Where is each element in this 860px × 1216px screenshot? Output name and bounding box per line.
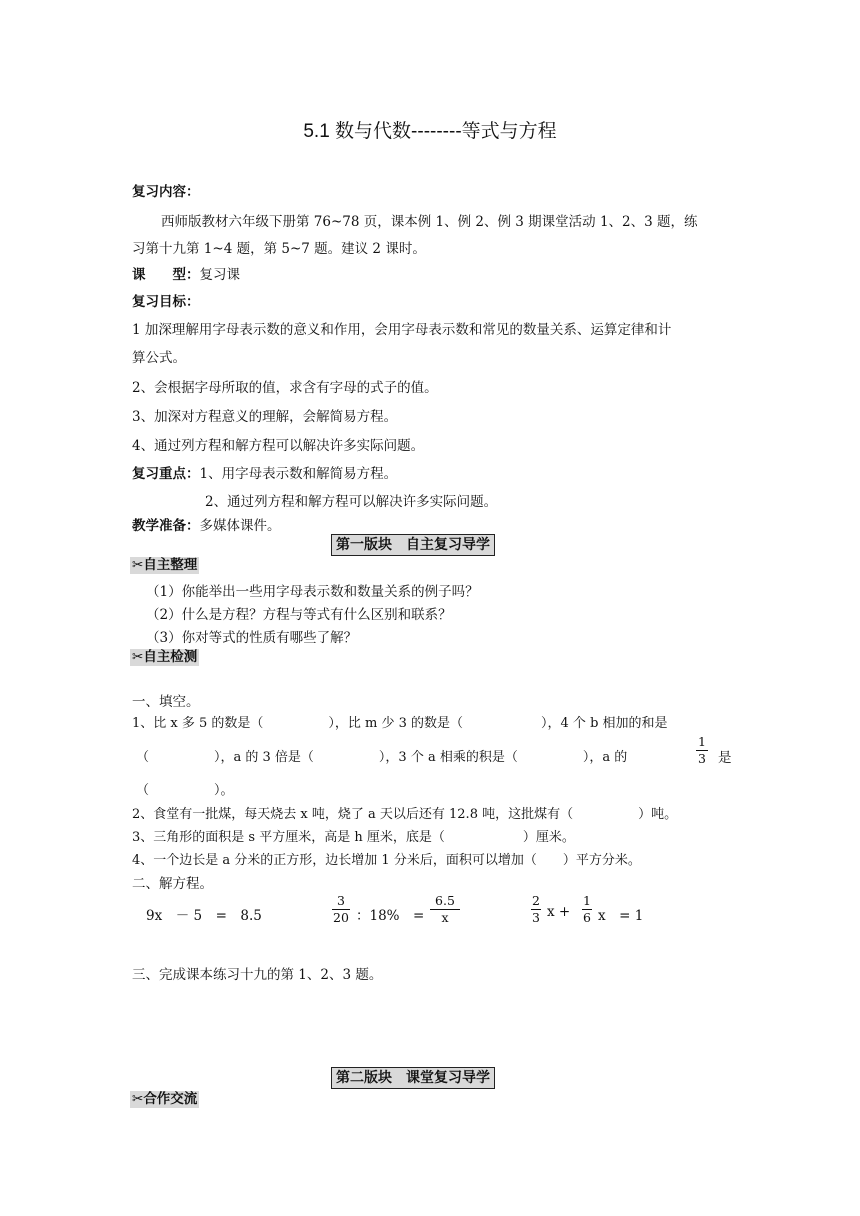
focus xyxy=(132,462,397,482)
fraction-one-third xyxy=(696,734,708,767)
q1-line-1: 1、比 x 多 5 的数是（ ），比 m 少 3 的数是（ ），4 个 b 相加的和是 xyxy=(132,716,668,731)
goal-item: 1 加深理解用字母表示数的意义和作用，会用字母表示数和常见的数量关系、运算定律和计 xyxy=(132,322,672,338)
coop-heading xyxy=(130,1091,199,1108)
q3: 3、三角形的面积是 s 平方厘米，高是 h 厘米，底是（ ）厘米。 xyxy=(132,830,575,845)
self-org-question: （3）你对等式的性质有哪些了解？ xyxy=(146,630,358,646)
goal-item: 算公式。 xyxy=(132,350,186,366)
equation-3-fraction-2 xyxy=(582,893,592,926)
fraction-denominator: 20 xyxy=(333,910,349,925)
content-line-1: 西师版教材六年级下册第 76~78 页，课本例 1、例 2、例 3 期课堂活动 1、2、3 题，练 xyxy=(161,214,698,230)
equation-3-end: x = 1 xyxy=(598,908,644,924)
scissors-icon: ✂ xyxy=(132,649,144,665)
lesson-type xyxy=(132,263,240,283)
self-test-heading-text: 自主检测 xyxy=(143,649,198,665)
fraction-numerator: 2 xyxy=(532,893,540,908)
goal-item: 2、会根据字母所取的值，求含有字母的式子的值。 xyxy=(132,380,438,396)
fraction-numerator: 6.5 xyxy=(435,893,455,908)
fraction-denominator: 3 xyxy=(698,751,706,766)
self-org-heading xyxy=(130,557,199,574)
lesson-type-label: 课 型： xyxy=(132,267,200,283)
equation-2-fraction-2 xyxy=(430,893,460,926)
prep xyxy=(132,514,281,534)
q1-line-3: （ ）。 xyxy=(136,783,234,798)
fraction-numerator: 1 xyxy=(698,734,706,749)
equation-2-fraction-1 xyxy=(332,893,350,926)
content-line-2: 习第十九第 1~4 题，第 5~7 题。建议 2 课时。 xyxy=(132,241,426,257)
goal-item: 3、加深对方程意义的理解，会解简易方程。 xyxy=(132,409,398,425)
focus-item-1: 1、用字母表示数和解简易方程。 xyxy=(199,466,398,482)
focus-item-2: 2、通过列方程和解方程可以解决许多实际问题。 xyxy=(205,494,498,510)
equation-3-fraction-1 xyxy=(531,893,541,926)
self-org-heading-text: 自主整理 xyxy=(143,557,198,573)
solve-title: 二、解方程。 xyxy=(132,876,213,892)
q4: 4、一个边长是 a 分米的正方形，边长增加 1 分米后，面积可以增加（ ）平方分米。 xyxy=(132,853,641,868)
content-label: 复习内容： xyxy=(132,184,200,200)
equation-1: 9x － 5 = 8.5 xyxy=(146,908,262,924)
fill-title: 一、填空。 xyxy=(132,694,200,710)
q2: 2、食堂有一批煤，每天烧去 x 吨，烧了 a 天以后还有 12.8 吨，这批煤有（ ）吨。 xyxy=(132,807,678,822)
scissors-icon: ✂ xyxy=(132,1091,144,1107)
fraction-numerator: 3 xyxy=(337,893,345,908)
fraction-denominator: 6 xyxy=(583,910,591,925)
equation-3-middle: x + xyxy=(547,904,571,920)
coop-heading-text: 合作交流 xyxy=(143,1091,198,1107)
self-org-question: （1）你能举出一些用字母表示数和数量关系的例子吗？ xyxy=(146,584,479,600)
goal-item: 4、通过列方程和解方程可以解决许多实际问题。 xyxy=(132,438,425,454)
lesson-type-value: 复习课 xyxy=(199,267,240,283)
block-2-heading: 第二版块 课堂复习导学 xyxy=(331,1067,495,1089)
block-1-heading: 第一版块 自主复习导学 xyxy=(331,534,495,556)
self-org-question: （2）什么是方程？方程与等式有什么区别和联系？ xyxy=(146,607,452,623)
fraction-denominator: 3 xyxy=(532,910,540,925)
fraction-numerator: 1 xyxy=(583,893,591,908)
page-title: 5.1 数与代数--------等式与方程 xyxy=(303,121,557,142)
prep-label: 教学准备： xyxy=(132,518,200,534)
prep-value: 多媒体课件。 xyxy=(199,518,281,534)
fraction-denominator: x xyxy=(441,910,449,925)
focus-label: 复习重点： xyxy=(132,466,200,482)
q1-line-2: （ ），a 的 3 倍是（ ），3 个 a 相乘的积是（ ），a 的 xyxy=(136,750,628,765)
q1-line-2-end: 是 xyxy=(718,750,732,766)
self-test-heading xyxy=(130,649,199,666)
equation-2-middle: ：18% = xyxy=(356,908,425,924)
goals-label: 复习目标： xyxy=(132,294,200,310)
scissors-icon: ✂ xyxy=(132,557,144,573)
task-3: 三、完成课本练习十九的第 1、2、3 题。 xyxy=(132,967,383,983)
